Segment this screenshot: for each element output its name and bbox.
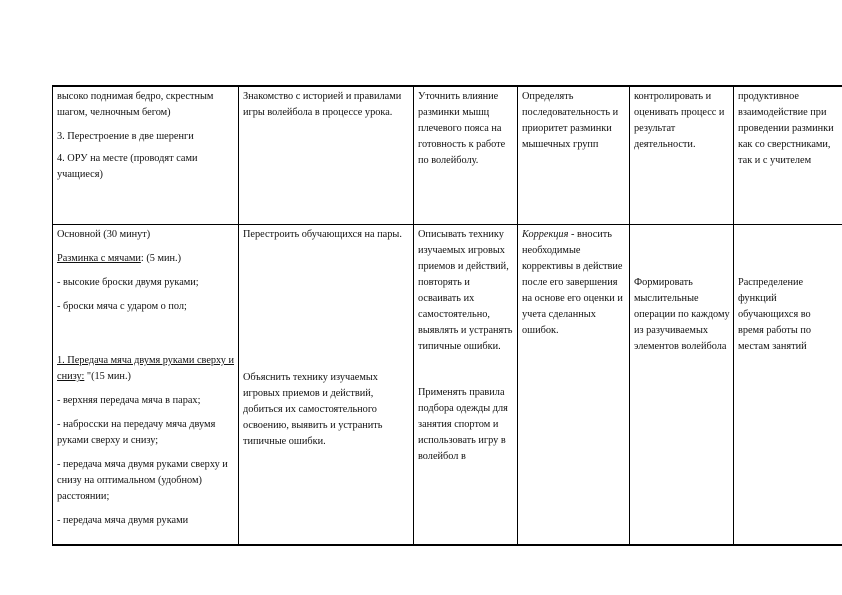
pass-heading: [57, 353, 235, 385]
stage-content-cell: [53, 86, 239, 225]
regulatory-uud-text: Формировать мыслительные операции по каждому из разучиваемых элементов волейбола: [634, 277, 730, 352]
warmup-item: - высокие броски двумя руками;: [57, 277, 199, 288]
warmup-label: Разминка с мячами: [57, 253, 141, 264]
subject-results-text: Описывать технику изучаемых игровых приемов и действий, повторять и осваивать их самостоятельно, выявлять и устранять типичные ошибки.: [418, 229, 513, 352]
cognitive-uud-text: [522, 227, 626, 339]
warmup-time: : (5 мин.): [140, 253, 182, 264]
spacer: [738, 227, 839, 275]
teacher-activity-cell: [239, 225, 414, 546]
pass-time: "(15 мин.): [84, 371, 131, 382]
correction-label: Коррекция: [522, 229, 569, 240]
spacer: [634, 227, 730, 275]
cognitive-uud-text: Определять последовательность и приоритет разминки мышечных групп: [522, 91, 619, 150]
pass-item: - передача мяча двумя руками сверху и снизу на оптимальном (удобном) расстоянии;: [57, 459, 228, 502]
pass-item: - верхняя передача мяча в парах;: [57, 395, 201, 406]
pass-label: 1. Передача мяча двумя руками сверху и снизу:: [57, 355, 235, 382]
warmup-heading: [57, 251, 235, 267]
pass-item: - набросски на передачу мяча двумя руками сверху и снизу;: [57, 419, 216, 446]
stage-content-cell: [53, 225, 239, 546]
spacer: [57, 323, 235, 353]
table-row: [53, 225, 842, 546]
cognitive-uud-cell: [518, 86, 630, 225]
stage-title: Основной (30 минут): [57, 229, 151, 240]
teacher-activity-text: Знакомство с историей и правилами игры волейбола в процессе урока.: [243, 91, 402, 118]
correction-text: - вносить необходимые коррективы в действие после его завершения на основе его оценки и учета сделанных ошибок.: [522, 229, 623, 336]
subject-results-cell: [414, 225, 518, 546]
subject-results-text: Применять правила подбора одежды для занятия спортом и использовать игру в волейбол в: [418, 387, 508, 462]
teacher-activity-cell: [239, 86, 414, 225]
spacer: [243, 243, 410, 370]
lesson-plan-table: [52, 85, 842, 546]
spacer: [418, 355, 514, 385]
regulatory-uud-text: контролировать и оценивать процесс и результат деятельности.: [634, 91, 725, 150]
teacher-activity-text: Объяснить технику изучаемых игровых приемов и действий, добиться их самостоятельного освоению, выявить и устранить типичные ошибки.: [243, 372, 383, 447]
communicative-uud-cell: [734, 225, 842, 546]
stage-text-line: 4. ОРУ на месте (проводят сами учащиеся): [57, 153, 198, 180]
communicative-uud-cell: [734, 86, 842, 225]
teacher-activity-text: Перестроить обучающихся на пары.: [243, 229, 402, 240]
regulatory-uud-cell: [630, 225, 734, 546]
table-row: [53, 86, 842, 225]
subject-results-cell: [414, 86, 518, 225]
regulatory-uud-cell: [630, 86, 734, 225]
communicative-uud-text: продуктивное взаимодействие при проведении разминки как со сверстниками, так и с учителем: [738, 91, 834, 166]
cognitive-uud-cell: [518, 225, 630, 546]
communicative-uud-text: Распределение функций обучающихся во время работы по местам занятий: [738, 277, 812, 352]
pass-item: - передача мяча двумя руками: [57, 515, 189, 526]
stage-text-line: высоко поднимая бедро, скрестным шагом, челночным бегом): [57, 91, 214, 118]
stage-text-line: 3. Перестроение в две шеренги: [57, 131, 194, 142]
subject-results-text: Уточнить влияние разминки мышц плечевого пояса на готовность к работе по волейболу.: [418, 91, 506, 166]
warmup-item: - броски мяча с ударом о пол;: [57, 301, 187, 312]
